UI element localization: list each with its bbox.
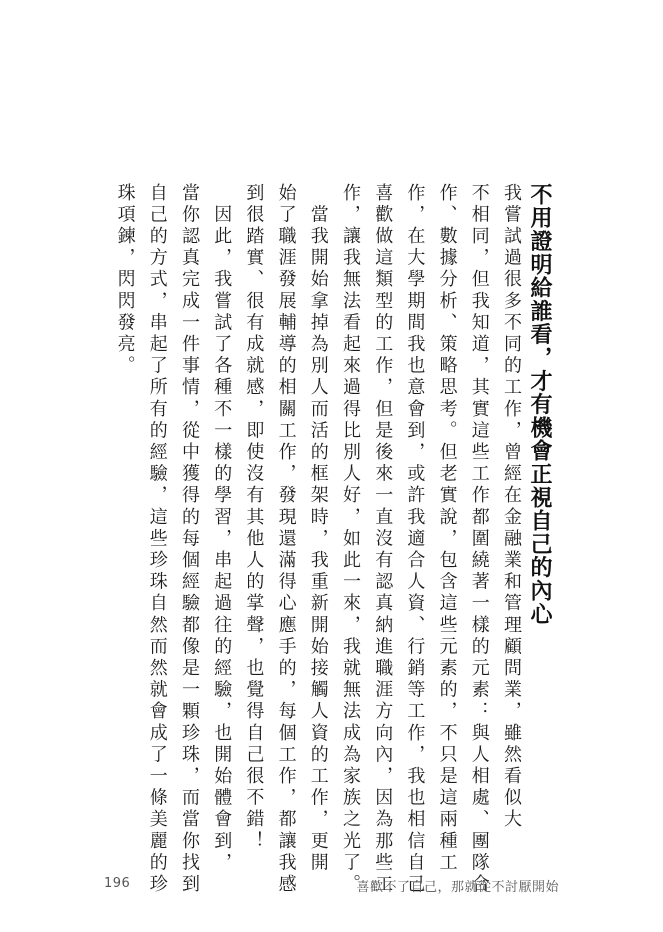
text-column: 始了職涯發展輔導的相關工作，發現還滿得心應手的，每個工作，都讓我感 [275, 183, 297, 896]
text-column: 自己的方式，串起了所有的經驗，這些珍珠自然而然就會成了一條美麗的珍 [146, 183, 168, 896]
text-column: 不相同，但我知道，其實這些工作都圍繞著一樣的元素：與人相處、團隊合 [468, 183, 490, 896]
text-column: 當你認真完成一件事情，從中獲得的每個經驗都像是一顆珍珠，而當你找到 [179, 183, 200, 896]
text-column: 作，在大學期間我也意會到，或許我適合人資、行銷等工作，我也相信自己 [404, 183, 426, 896]
text-column: 作，讓我無法看起來過得比別人好，如此一來，我就無法成為家族之光了。 [340, 183, 361, 896]
text-column: 因此，我嘗試了各種不一樣的學習，串起過往的經驗，也開始體會到， [211, 183, 233, 875]
text-column: 喜歡做這類型的工作，但是後來一直沒有認真納進職涯方向內，因為那些工 [372, 183, 394, 896]
section-heading: 不用證明給誰看，才有機會正視自己的內心 [527, 183, 552, 626]
page-number: 196 [104, 876, 131, 891]
text-column: 作、數據分析、策略思考。但老實說，包含這些元素的，不只是這兩種工 [436, 183, 458, 875]
text-column: 到很踏實、很有成就感，即使沒有其他人的掌聲，也覺得自己很不錯！ [243, 183, 265, 853]
text-column: 我嘗試過很多不同的工作，曾經在金融業和管理顧問業，雖然看似大 [501, 183, 522, 831]
text-column: 珠項鍊，閃閃發亮。 [114, 183, 136, 378]
text-column: 當我開始拿掉為別人而活的框架時，我重新開始接觸人資的工作，更開 [307, 183, 329, 875]
running-title: 喜歡不了自己，那就從不討厭開始 [356, 880, 559, 895]
